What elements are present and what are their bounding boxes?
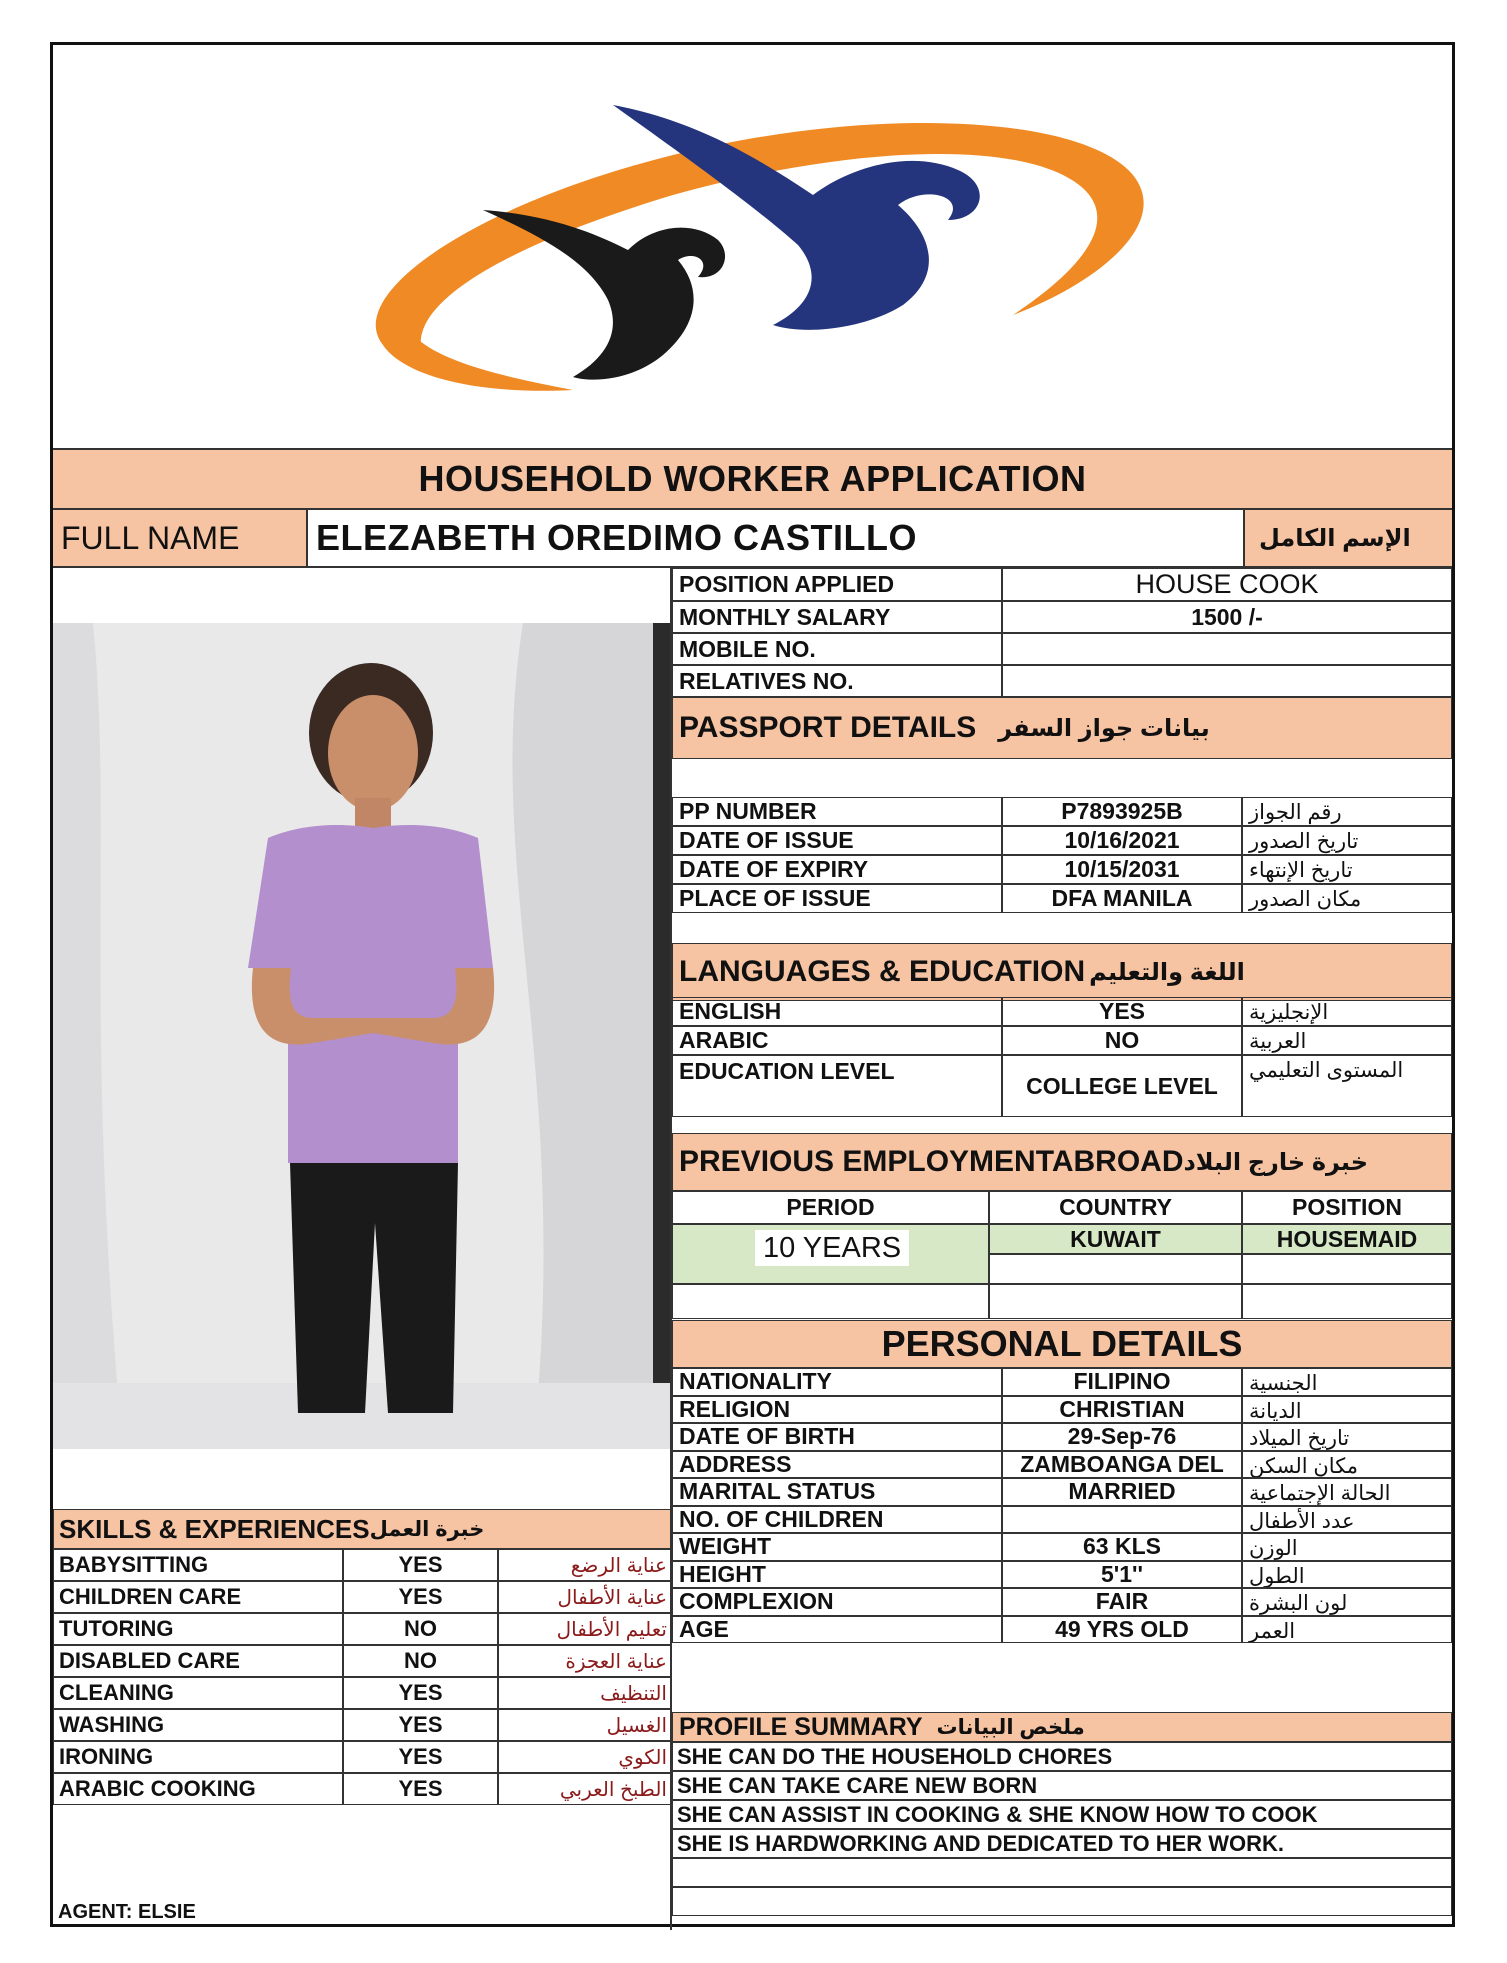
- languages-title: LANGUAGES & EDUCATION: [679, 955, 1086, 988]
- personal-header: [672, 1320, 1452, 1368]
- skills-ar-label: الكوي: [618, 1746, 667, 1769]
- mobile-label-cell: [672, 633, 1002, 665]
- personal-label: COMPLEXION: [679, 1588, 834, 1615]
- agency-logo: [53, 45, 1452, 450]
- skills-ar-label: الطبخ العربي: [559, 1778, 667, 1801]
- skills-label-cell: [53, 1549, 343, 1581]
- passport-label: PLACE OF ISSUE: [679, 885, 871, 911]
- logo-area: [53, 45, 1452, 450]
- skills-ar-cell: [498, 1581, 672, 1613]
- salary-label-cell: [672, 601, 1002, 633]
- personal-label: NATIONALITY: [679, 1368, 832, 1395]
- profile-line-cell: [672, 1887, 1452, 1916]
- skills-ar-cell: [498, 1741, 672, 1773]
- position-value: HOUSE COOK: [1135, 569, 1319, 599]
- position-value-cell: [1002, 568, 1452, 601]
- skills-value-cell: [343, 1741, 498, 1773]
- skills-label-cell: [53, 1677, 343, 1709]
- photo-frame: [53, 623, 672, 1449]
- skills-label-cell: [53, 1613, 343, 1645]
- profile-line-cell: [672, 1800, 1452, 1829]
- skills-ar-label: عناية الأطفال: [557, 1586, 667, 1609]
- passport-value: DFA MANILA: [1051, 885, 1193, 911]
- languages-header: [672, 943, 1452, 1001]
- personal-ar-label: الجنسية: [1249, 1372, 1318, 1395]
- employment-col-position: [1242, 1191, 1452, 1224]
- passport-ar-cell: [1242, 855, 1452, 884]
- languages-ar-cell: [1242, 997, 1452, 1026]
- passport-ar-cell: [1242, 797, 1452, 826]
- personal-label-cell: [672, 1588, 1002, 1616]
- languages-table: [672, 997, 1452, 1125]
- languages-label-cell: [672, 1026, 1002, 1055]
- worker-photo: [53, 623, 672, 1449]
- personal-label: RELIGION: [679, 1395, 791, 1422]
- skills-value: YES: [398, 1552, 443, 1577]
- salary-value-cell: [1002, 601, 1452, 633]
- personal-ar-cell: [1242, 1368, 1452, 1396]
- skills-header: [53, 1509, 672, 1549]
- profile-line-cell: [672, 1771, 1452, 1800]
- personal-label: WEIGHT: [679, 1533, 771, 1560]
- personal-label-cell: [672, 1561, 1002, 1589]
- personal-value: 29-Sep-76: [1067, 1423, 1177, 1450]
- employment-title-ar: خبرة خارج البلاد: [1183, 1148, 1369, 1176]
- personal-value: 63 KLS: [1083, 1533, 1161, 1560]
- employment-col-country-label: COUNTRY: [1059, 1194, 1172, 1220]
- personal-value: CHRISTIAN: [1059, 1395, 1185, 1422]
- employment-table: [672, 1191, 1452, 1319]
- personal-label-cell: [672, 1368, 1002, 1396]
- languages-label: ARABIC: [679, 1027, 769, 1053]
- languages-value: YES: [1098, 998, 1146, 1024]
- mobile-label: MOBILE NO.: [679, 635, 816, 662]
- personal-label: DATE OF BIRTH: [679, 1423, 855, 1450]
- skills-label: DISABLED CARE: [59, 1648, 240, 1673]
- personal-label: AGE: [679, 1615, 729, 1642]
- skills-label: CLEANING: [59, 1680, 174, 1705]
- languages-title-ar: اللغة والتعليم: [1089, 958, 1245, 986]
- passport-title-ar: بيانات جواز السفر: [998, 714, 1210, 742]
- personal-value: FILIPINO: [1073, 1368, 1171, 1395]
- personal-value-cell: [1002, 1588, 1242, 1616]
- personal-value: MARRIED: [1068, 1478, 1176, 1505]
- passport-ar-label: مكان الصدور: [1249, 888, 1362, 911]
- skills-ar-label: عناية العجزة: [565, 1650, 667, 1673]
- skills-value: YES: [398, 1680, 443, 1705]
- skills-ar-cell: [498, 1773, 672, 1805]
- skills-ar-label: التنظيف: [600, 1682, 667, 1705]
- skills-label-cell: [53, 1741, 343, 1773]
- passport-value-cell: [1002, 884, 1242, 913]
- application-sheet: [50, 42, 1455, 1927]
- skills-label-cell: [53, 1773, 343, 1805]
- languages-label: ENGLISH: [679, 998, 782, 1024]
- personal-ar-label: الديانة: [1249, 1399, 1302, 1423]
- employment-period: 10 YEARS: [755, 1230, 909, 1266]
- passport-header: [672, 697, 1452, 759]
- passport-ar-label: تاريخ الصدور: [1249, 830, 1359, 853]
- personal-ar-label: العمر: [1249, 1619, 1296, 1643]
- personal-value: 49 YRS OLD: [1055, 1615, 1189, 1642]
- employment-period-cell: [672, 1224, 989, 1284]
- languages-value-cell: [1002, 997, 1242, 1026]
- skills-label: WASHING: [59, 1712, 165, 1737]
- languages-ar-label: الإنجليزية: [1249, 1001, 1329, 1024]
- skills-table: [53, 1549, 672, 1805]
- agent-label: AGENT: ELSIE: [58, 1901, 196, 1923]
- agent-area: [53, 1805, 672, 1930]
- employment-empty-cell: [989, 1254, 1242, 1284]
- employment-country-cell: [989, 1224, 1242, 1254]
- skills-label: ARABIC COOKING: [59, 1776, 256, 1801]
- logo-orange-tail: [383, 335, 573, 391]
- left-column-top-border: [53, 568, 672, 623]
- personal-ar-label: مكان السكن: [1249, 1454, 1359, 1478]
- salary-label: MONTHLY SALARY: [679, 603, 891, 630]
- personal-ar-label: عدد الأطفال: [1249, 1509, 1355, 1533]
- personal-ar-cell: [1242, 1616, 1452, 1644]
- personal-ar-cell: [1242, 1451, 1452, 1479]
- passport-label: PP NUMBER: [679, 798, 817, 824]
- personal-ar-label: لون البشرة: [1249, 1592, 1348, 1615]
- employment-empty-cell: [1242, 1254, 1452, 1284]
- skills-value: YES: [398, 1744, 443, 1769]
- neck: [355, 798, 391, 828]
- employment-col-period: [672, 1191, 989, 1224]
- skills-ar-cell: [498, 1709, 672, 1741]
- skills-label: CHILDREN CARE: [59, 1584, 242, 1609]
- skills-title: SKILLS & EXPERIENCES: [59, 1513, 370, 1544]
- skills-ar-label: تعليم الأطفال: [556, 1618, 667, 1641]
- profile-header: [672, 1712, 1452, 1742]
- logo-orange-swoosh: [376, 123, 1144, 355]
- languages-label-cell: [672, 997, 1002, 1026]
- personal-label-cell: [672, 1396, 1002, 1424]
- employment-title: PREVIOUS EMPLOYMENTABROAD: [679, 1145, 1184, 1178]
- skills-value-cell: [343, 1709, 498, 1741]
- employment-empty-cell: [1242, 1284, 1452, 1319]
- languages-ar-cell: [1242, 1026, 1452, 1055]
- skills-value: YES: [398, 1584, 443, 1609]
- personal-value-cell: [1002, 1423, 1242, 1451]
- profile-line: SHE CAN DO THE HOUSEHOLD CHORES: [677, 1743, 1113, 1769]
- personal-label-cell: [672, 1533, 1002, 1561]
- languages-label: EDUCATION LEVEL: [679, 1058, 895, 1084]
- skills-label: TUTORING: [59, 1616, 174, 1641]
- personal-ar-cell: [1242, 1588, 1452, 1616]
- personal-value-cell: [1002, 1561, 1242, 1589]
- personal-value-cell: [1002, 1506, 1242, 1534]
- passport-label: DATE OF ISSUE: [679, 827, 854, 853]
- employment-col-country: [989, 1191, 1242, 1224]
- personal-ar-cell: [1242, 1478, 1452, 1506]
- full-name-label-cell: [53, 510, 308, 568]
- relatives-value-cell: [1002, 665, 1452, 697]
- passport-ar-cell: [1242, 826, 1452, 855]
- position-label: POSITION APPLIED: [679, 571, 895, 597]
- personal-ar-cell: [1242, 1533, 1452, 1561]
- position-label-cell: [672, 568, 1002, 601]
- relatives-label-cell: [672, 665, 1002, 697]
- face: [328, 695, 418, 811]
- skills-value: NO: [404, 1616, 437, 1641]
- employment-col-period-label: PERIOD: [786, 1194, 875, 1220]
- skills-ar-label: عناية الرضع: [570, 1554, 667, 1577]
- skills-ar-cell: [498, 1549, 672, 1581]
- profile-lines: [672, 1742, 1452, 1892]
- skills-value-cell: [343, 1677, 498, 1709]
- full-name-label: FULL NAME: [61, 519, 240, 556]
- personal-label-cell: [672, 1478, 1002, 1506]
- skills-label-cell: [53, 1581, 343, 1613]
- passport-value: 10/15/2031: [1064, 856, 1180, 882]
- full-name-value-cell: [308, 510, 1297, 568]
- skills-value-cell: [343, 1613, 498, 1645]
- passport-label-cell: [672, 797, 1002, 826]
- relatives-label: RELATIVES NO.: [679, 667, 854, 694]
- personal-label: ADDRESS: [679, 1450, 792, 1477]
- languages-label-cell: [672, 1055, 1002, 1117]
- form-title-bar: [53, 450, 1452, 510]
- profile-line-cell: [672, 1858, 1452, 1887]
- profile-title-ar: ملخص البيانات: [936, 1715, 1085, 1739]
- personal-label-cell: [672, 1423, 1002, 1451]
- personal-value: FAIR: [1095, 1588, 1149, 1615]
- personal-title: PERSONAL DETAILS: [881, 1323, 1243, 1364]
- employment-country: KUWAIT: [1070, 1225, 1161, 1252]
- languages-value: COLLEGE LEVEL: [1026, 1072, 1218, 1099]
- personal-value-cell: [1002, 1533, 1242, 1561]
- passport-label-cell: [672, 884, 1002, 913]
- personal-value-cell: [1002, 1616, 1242, 1644]
- passport-ar-label: تاريخ الإنتهاء: [1249, 859, 1353, 882]
- full-name-ar-cell: [1243, 510, 1452, 568]
- personal-ar-label: الحالة الإجتماعية: [1249, 1482, 1391, 1505]
- skills-ar-cell: [498, 1613, 672, 1645]
- skills-ar-cell: [498, 1677, 672, 1709]
- skills-label-cell: [53, 1709, 343, 1741]
- employment-col-position-label: POSITION: [1292, 1194, 1402, 1220]
- profile-line-cell: [672, 1829, 1452, 1858]
- full-name-ar: الإسم الكامل: [1259, 524, 1411, 552]
- personal-label-cell: [672, 1451, 1002, 1479]
- skills-label-cell: [53, 1645, 343, 1677]
- profile-line: SHE IS HARDWORKING AND DEDICATED TO HER WORK.: [677, 1830, 1285, 1856]
- personal-value: 5'1'': [1101, 1560, 1143, 1587]
- passport-label-cell: [672, 855, 1002, 884]
- passport-value: P7893925B: [1061, 798, 1183, 824]
- profile-title: PROFILE SUMMARY: [679, 1712, 923, 1741]
- personal-ar-cell: [1242, 1561, 1452, 1589]
- skills-value: YES: [398, 1776, 443, 1801]
- profile-line: SHE CAN TAKE CARE NEW BORN: [677, 1772, 1038, 1798]
- languages-ar-cell: [1242, 1055, 1452, 1117]
- skills-ar-label: الغسيل: [606, 1714, 667, 1737]
- employment-position: HOUSEMAID: [1276, 1225, 1418, 1252]
- skills-title-ar: خبرة العمل: [369, 1517, 485, 1541]
- form-title: HOUSEHOLD WORKER APPLICATION: [418, 458, 1087, 499]
- personal-label: NO. OF CHILDREN: [679, 1505, 884, 1532]
- languages-ar-label: العربية: [1249, 1030, 1307, 1053]
- personal-table: [672, 1368, 1452, 1710]
- skills-value-cell: [343, 1549, 498, 1581]
- passport-value: 10/16/2021: [1064, 827, 1180, 853]
- employment-position-cell: [1242, 1224, 1452, 1254]
- employment-header: [672, 1133, 1452, 1191]
- mobile-value-cell: [1002, 633, 1452, 665]
- personal-label-cell: [672, 1616, 1002, 1644]
- skills-label: IRONING: [59, 1744, 154, 1769]
- passport-value-cell: [1002, 855, 1242, 884]
- languages-value: NO: [1104, 1027, 1140, 1053]
- personal-ar-cell: [1242, 1396, 1452, 1424]
- employment-empty-cell: [989, 1284, 1242, 1319]
- profile-line: SHE CAN ASSIST IN COOKING & SHE KNOW HOW TO COOK: [677, 1801, 1318, 1827]
- personal-value-cell: [1002, 1478, 1242, 1506]
- passport-title: PASSPORT DETAILS: [679, 711, 977, 744]
- skills-value-cell: [343, 1773, 498, 1805]
- skills-value-cell: [343, 1581, 498, 1613]
- passport-table: [672, 797, 1452, 941]
- passport-label: DATE OF EXPIRY: [679, 856, 869, 882]
- languages-value-cell: [1002, 1026, 1242, 1055]
- languages-value-cell: [1002, 1055, 1242, 1117]
- personal-value-cell: [1002, 1451, 1242, 1479]
- personal-ar-cell: [1242, 1506, 1452, 1534]
- personal-value-cell: [1002, 1368, 1242, 1396]
- salary-value: 1500 /-: [1191, 603, 1263, 630]
- personal-value: ZAMBOANGA DEL: [1020, 1450, 1224, 1477]
- personal-ar-label: الطول: [1249, 1564, 1305, 1588]
- personal-value-cell: [1002, 1396, 1242, 1424]
- skills-value: YES: [398, 1712, 443, 1737]
- skills-value: NO: [404, 1648, 437, 1673]
- personal-ar-label: تاريخ الميلاد: [1249, 1427, 1350, 1450]
- basic-info-block: [672, 568, 1452, 696]
- personal-label: HEIGHT: [679, 1560, 766, 1587]
- full-name-value: ELEZABETH OREDIMO CASTILLO: [316, 517, 917, 558]
- skills-value-cell: [343, 1645, 498, 1677]
- passport-value-cell: [1002, 797, 1242, 826]
- personal-label: MARITAL STATUS: [679, 1478, 876, 1505]
- passport-ar-label: رقم الجواز: [1249, 801, 1342, 824]
- skills-label: BABYSITTING: [59, 1552, 209, 1577]
- profile-line-cell: [672, 1742, 1452, 1771]
- passport-value-cell: [1002, 826, 1242, 855]
- passport-ar-cell: [1242, 884, 1452, 913]
- employment-empty-cell: [672, 1284, 989, 1319]
- personal-ar-label: الوزن: [1249, 1537, 1298, 1560]
- skills-ar-cell: [498, 1645, 672, 1677]
- personal-ar-cell: [1242, 1423, 1452, 1451]
- passport-label-cell: [672, 826, 1002, 855]
- languages-ar-label: المستوى التعليمي: [1249, 1059, 1404, 1082]
- personal-label-cell: [672, 1506, 1002, 1534]
- photo-right-border: [670, 568, 672, 1930]
